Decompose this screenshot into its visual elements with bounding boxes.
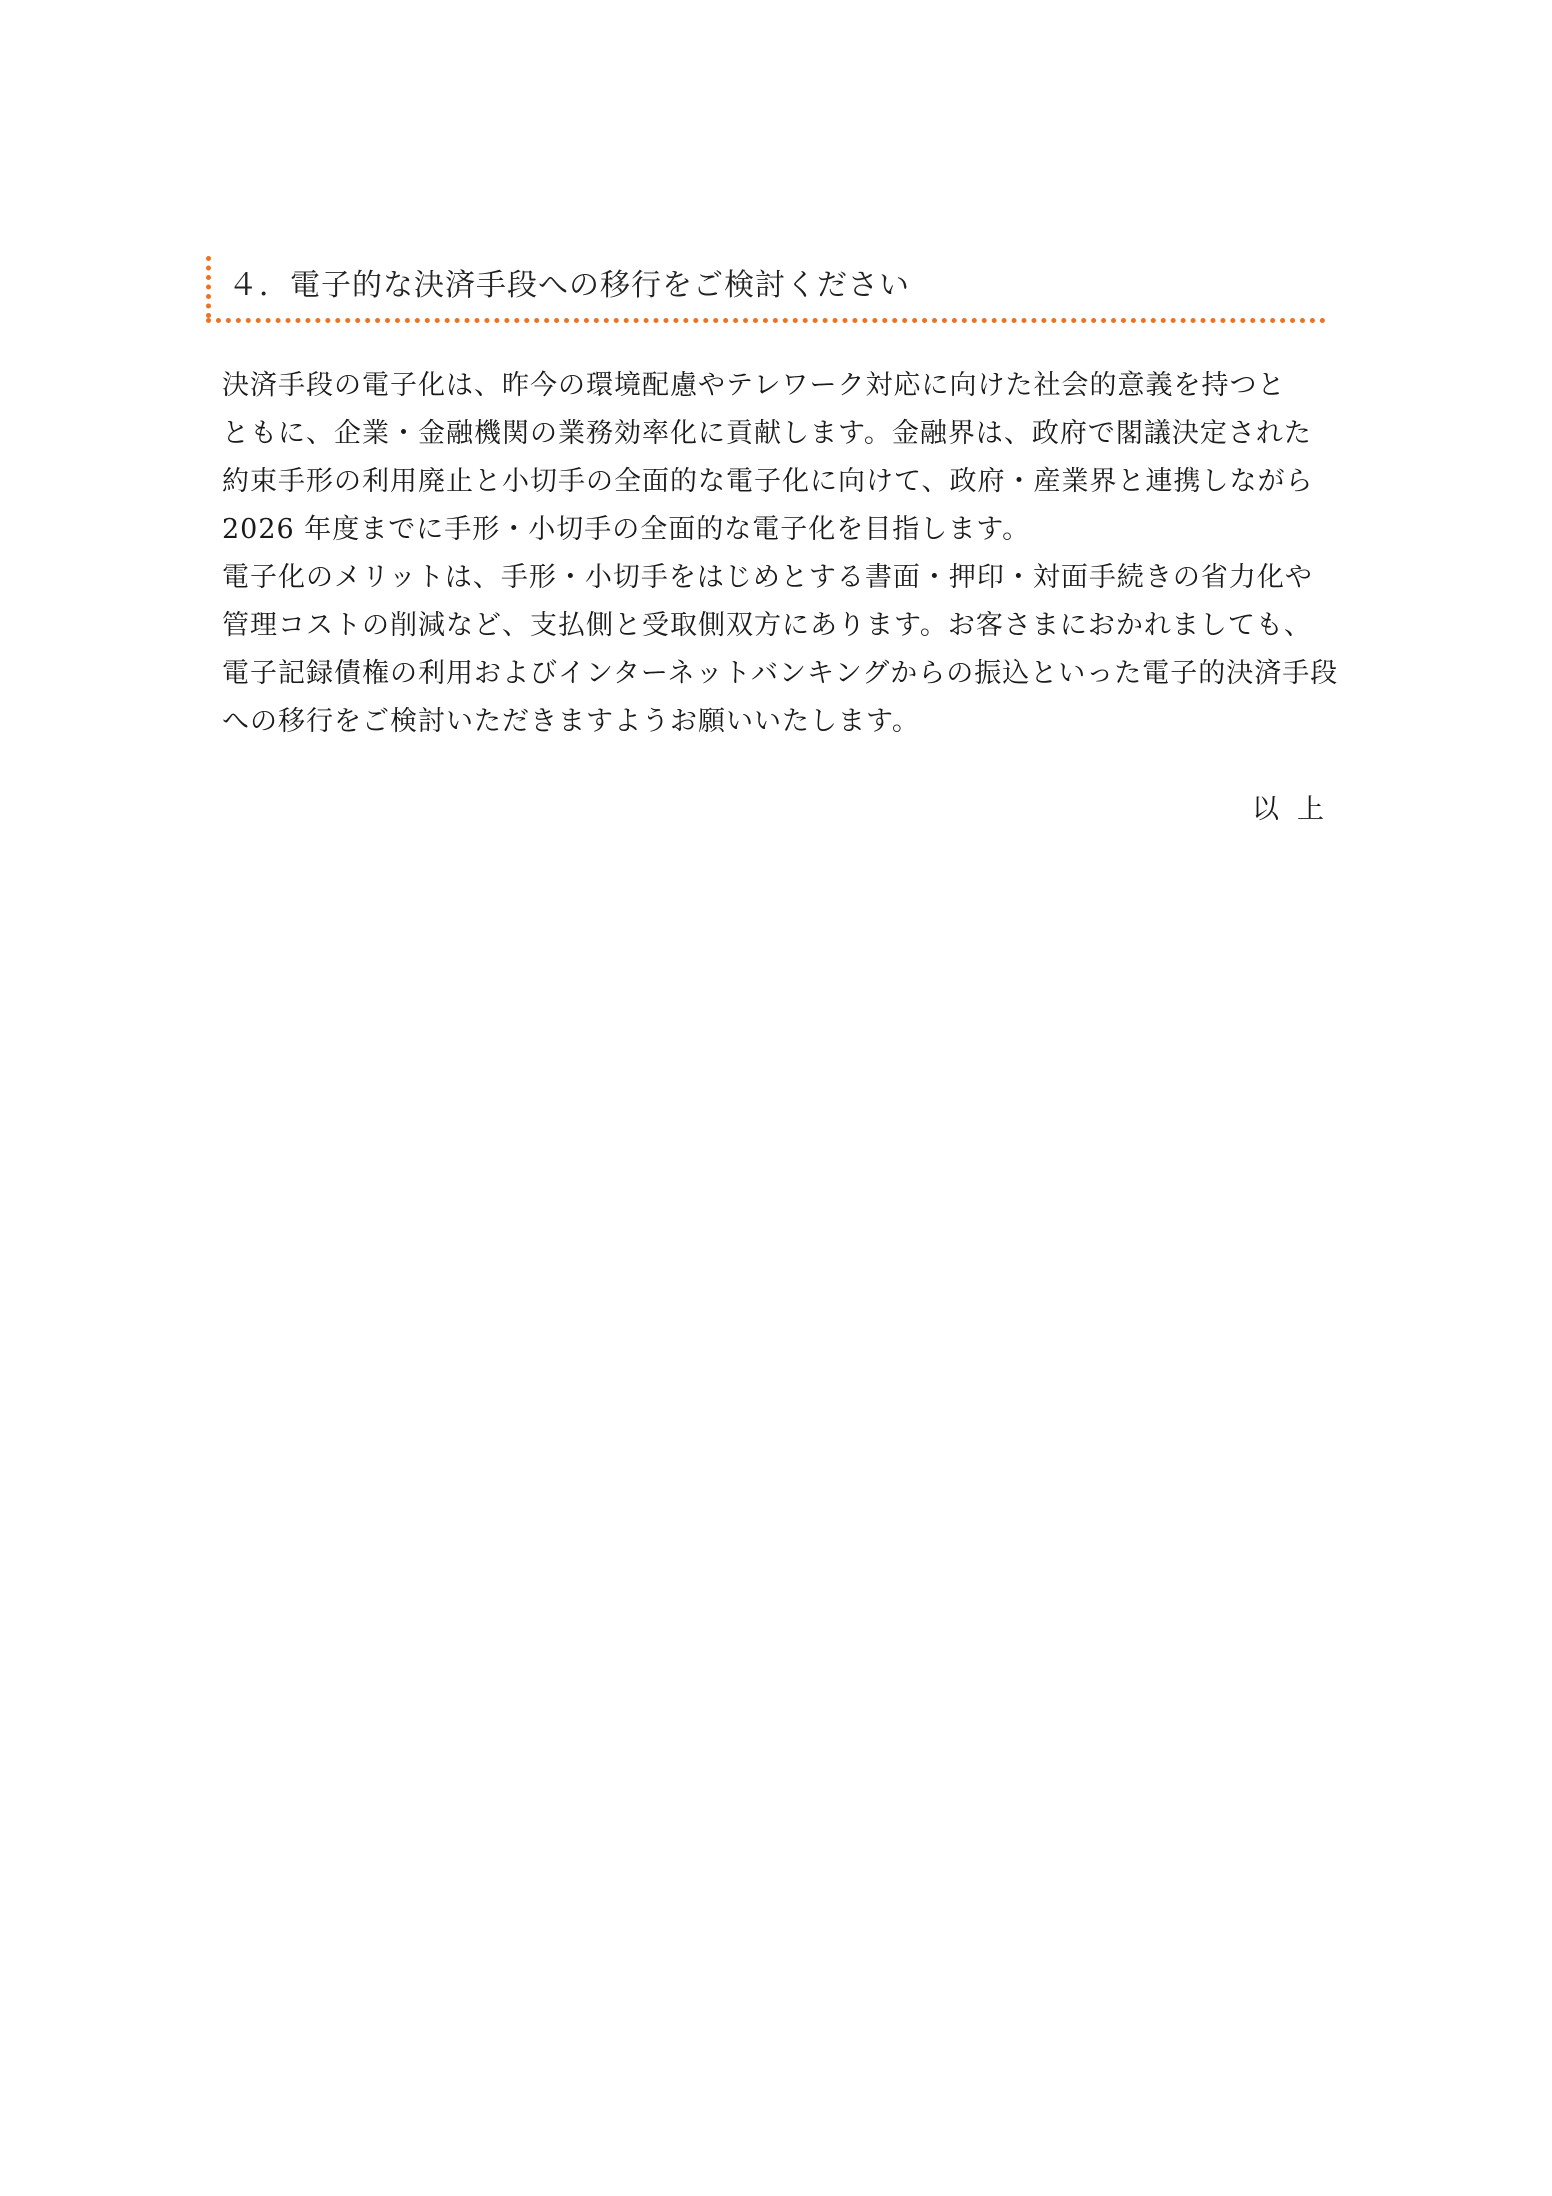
section-heading (206, 256, 1326, 322)
body-text (222, 362, 1346, 746)
paragraph-line: 約束手形の利用廃止と小切手の全面的な電子化に向けて、政府・産業界と連携しながら (222, 466, 1314, 497)
section-title: 電子的な決済手段への移行をご検討ください (290, 268, 910, 303)
section-number: ４． (228, 268, 290, 303)
paragraph-line: 2026 年度までに手形・小切手の全面的な電子化を目指します。 (222, 514, 1031, 545)
paragraph-line: ともに、企業・金融機関の業務効率化に貢献します。金融界は、政府で閣議決定された (222, 418, 1312, 449)
heading-accent-bar (206, 256, 211, 318)
heading-text (228, 266, 910, 306)
heading-underline (206, 318, 1326, 323)
paragraph-line: 電子化のメリットは、手形・小切手をはじめとする書面・押印・対面手続きの省力化や (222, 562, 1313, 593)
paragraph-line: 決済手段の電子化は、昨今の環境配慮やテレワーク対応に向けた社会的意義を持つと (222, 370, 1286, 401)
paragraph-line: 管理コストの削減など、支払側と受取側双方にあります。お客さまにおかれましても、 (222, 610, 1312, 641)
paragraph-1 (222, 362, 1346, 554)
closing-mark: 以上 (1252, 794, 1342, 825)
paragraph-line: 電子記録債権の利用およびインターネットバンキングからの振込といった電子的決済手段 (222, 658, 1339, 689)
paragraph-line: への移行をご検討いただきますようお願いいたします。 (222, 706, 920, 737)
paragraph-2 (222, 554, 1346, 746)
